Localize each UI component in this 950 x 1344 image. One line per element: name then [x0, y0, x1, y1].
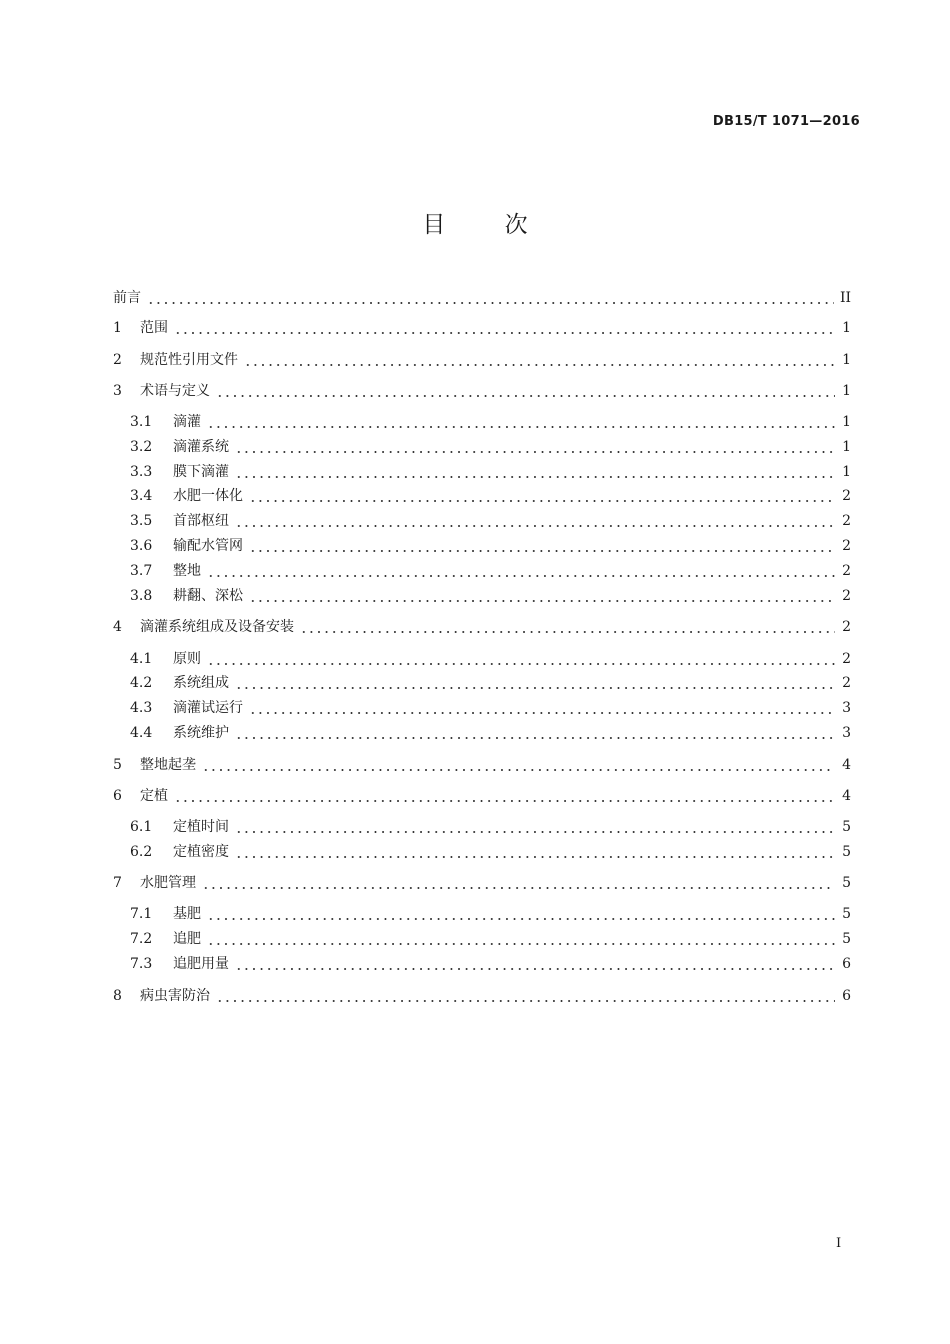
toc-entry-page: 2	[842, 513, 851, 529]
toc-entry[interactable]	[113, 318, 851, 338]
toc-entry-label: 定植时间	[173, 819, 229, 835]
toc-entry-number: 4.3	[130, 700, 153, 716]
toc-dot-leader	[235, 842, 835, 862]
toc-entry[interactable]	[113, 462, 851, 482]
toc-entry-page: 2	[842, 588, 851, 604]
toc-entry[interactable]	[113, 755, 851, 775]
toc-entry[interactable]	[113, 486, 851, 506]
toc-entry-page: 4	[842, 757, 851, 773]
toc-entry-page: 5	[842, 819, 851, 835]
toc-dot-leader	[207, 904, 835, 924]
toc-entry-page: 5	[842, 931, 851, 947]
toc-dot-leader	[216, 986, 835, 1006]
toc-entry-label: 水肥一体化	[173, 488, 243, 504]
toc-entry-page: 5	[842, 875, 851, 891]
toc-entry[interactable]	[113, 786, 851, 806]
toc-entry-number: 7.2	[130, 931, 153, 947]
toc-entry-page: 2	[842, 619, 851, 635]
toc-entry-label: 输配水管网	[173, 538, 243, 554]
toc-entry[interactable]	[113, 698, 851, 718]
toc-entry-label: 定植	[140, 788, 168, 804]
toc-entry-label: 定植密度	[173, 844, 229, 860]
toc-entry-page: 1	[842, 320, 851, 336]
toc-entry-label: 水肥管理	[140, 875, 196, 891]
toc-entry[interactable]	[113, 723, 851, 743]
toc-entry-number: 3.1	[130, 414, 153, 430]
toc-dot-leader	[174, 318, 835, 338]
toc-dot-leader	[202, 873, 835, 893]
toc-entry-page: 5	[842, 906, 851, 922]
toc-entry-number: 6	[113, 788, 122, 804]
toc-entry-page: 1	[842, 414, 851, 430]
toc-entry[interactable]	[113, 586, 851, 606]
toc-dot-leader	[235, 511, 835, 531]
toc-entry-number: 7.1	[130, 906, 153, 922]
toc-dot-leader	[207, 561, 835, 581]
page-number: I	[836, 1236, 842, 1251]
toc-entry[interactable]	[113, 617, 851, 637]
toc-entry-label: 规范性引用文件	[140, 352, 238, 368]
toc-entry[interactable]	[113, 381, 851, 401]
toc-entry-number: 3.6	[130, 538, 153, 554]
toc-entry-number: 3.5	[130, 513, 153, 529]
toc-entry[interactable]	[113, 954, 851, 974]
toc-entry[interactable]	[113, 412, 851, 432]
toc-entry-label: 追肥	[173, 931, 201, 947]
toc-entry-number: 7	[113, 875, 122, 891]
toc-entry-number: 4.4	[130, 725, 153, 741]
toc-dot-leader	[244, 350, 835, 370]
toc-entry-label: 整地	[173, 563, 201, 579]
document-code: DB15/T 1071—2016	[712, 114, 860, 129]
toc-dot-leader	[207, 412, 835, 432]
toc-dot-leader	[300, 617, 835, 637]
toc-entry[interactable]	[113, 842, 851, 862]
toc-entry[interactable]	[113, 437, 851, 457]
toc-entry[interactable]	[113, 649, 851, 669]
toc-entry-label: 首部枢纽	[173, 513, 229, 529]
toc-entry-label: 原则	[173, 651, 201, 667]
toc-entry-page: 6	[842, 956, 851, 972]
toc-entry-page: 6	[842, 988, 851, 1004]
toc-entry-number: 3.4	[130, 488, 153, 504]
toc-entry-label: 范围	[140, 320, 168, 336]
toc-title: 目 次	[422, 212, 554, 238]
toc-entry[interactable]	[113, 817, 851, 837]
toc-entry-label: 追肥用量	[173, 956, 229, 972]
toc-entry-page: II	[839, 290, 851, 306]
toc-dot-leader	[235, 673, 835, 693]
toc-entry-page: 2	[842, 538, 851, 554]
toc-entry-label: 耕翻、深松	[173, 588, 243, 604]
toc-entry[interactable]	[113, 536, 851, 556]
toc-entry-page: 3	[842, 725, 851, 741]
toc-dot-leader	[202, 755, 835, 775]
toc-entry-page: 1	[842, 439, 851, 455]
toc-entry-label: 膜下滴灌	[173, 464, 229, 480]
toc-dot-leader	[216, 381, 835, 401]
toc-entry[interactable]	[113, 511, 851, 531]
toc-entry-number: 1	[113, 320, 122, 336]
toc-entry-page: 5	[842, 844, 851, 860]
toc-entry-number: 3.8	[130, 588, 153, 604]
toc-entry-number: 4.2	[130, 675, 153, 691]
toc-entry-number: 4	[113, 619, 122, 635]
toc-entry[interactable]	[113, 873, 851, 893]
toc-dot-leader	[235, 817, 835, 837]
toc-dot-leader	[249, 586, 835, 606]
toc-entry-label: 整地起垄	[140, 757, 196, 773]
toc-entry[interactable]	[113, 986, 851, 1006]
toc-entry[interactable]	[113, 929, 851, 949]
toc-entry-label: 滴灌系统组成及设备安装	[140, 619, 294, 635]
toc-entry[interactable]	[113, 350, 851, 370]
toc-entry[interactable]	[113, 561, 851, 581]
toc-dot-leader	[207, 929, 835, 949]
toc-entry-number: 8	[113, 988, 122, 1004]
toc-entry-number: 5	[113, 757, 122, 773]
toc-entry-number: 3.2	[130, 439, 153, 455]
toc-entry-page: 1	[842, 383, 851, 399]
toc-dot-leader	[249, 698, 835, 718]
toc-entry[interactable]	[113, 673, 851, 693]
toc-dot-leader	[207, 649, 835, 669]
toc-dot-leader	[235, 437, 835, 457]
toc-entry-number: 3.3	[130, 464, 153, 480]
toc-entry-label: 系统维护	[173, 725, 229, 741]
toc-entry-label: 滴灌	[173, 414, 201, 430]
toc-entry-number: 6.2	[130, 844, 153, 860]
toc-entry-label: 滴灌试运行	[173, 700, 243, 716]
toc-entry-number: 3	[113, 383, 122, 399]
toc-entry-label: 滴灌系统	[173, 439, 229, 455]
toc-entry-number: 7.3	[130, 956, 153, 972]
toc-dot-leader	[249, 536, 835, 556]
toc-entry-page: 2	[842, 488, 851, 504]
toc-dot-leader	[235, 462, 835, 482]
toc-dot-leader	[147, 288, 834, 308]
toc-entry-page: 1	[842, 352, 851, 368]
toc-dot-leader	[235, 723, 835, 743]
toc-entry[interactable]	[113, 288, 851, 308]
toc-dot-leader	[174, 786, 835, 806]
toc-entry-page: 2	[842, 675, 851, 691]
toc-entry-label: 基肥	[173, 906, 201, 922]
toc-entry-label: 前言	[113, 290, 141, 306]
toc-entry[interactable]	[113, 904, 851, 924]
toc-entry-label: 术语与定义	[140, 383, 210, 399]
toc-entry-page: 4	[842, 788, 851, 804]
toc-entry-label: 病虫害防治	[140, 988, 210, 1004]
toc-entry-page: 2	[842, 563, 851, 579]
toc-entry-number: 2	[113, 352, 122, 368]
toc-entry-page: 1	[842, 464, 851, 480]
toc-entry-page: 3	[842, 700, 851, 716]
toc-entry-page: 2	[842, 651, 851, 667]
toc-entry-number: 3.7	[130, 563, 153, 579]
toc-dot-leader	[249, 486, 835, 506]
toc-dot-leader	[235, 954, 835, 974]
toc-entry-number: 4.1	[130, 651, 153, 667]
toc-entry-label: 系统组成	[173, 675, 229, 691]
toc-entry-number: 6.1	[130, 819, 153, 835]
